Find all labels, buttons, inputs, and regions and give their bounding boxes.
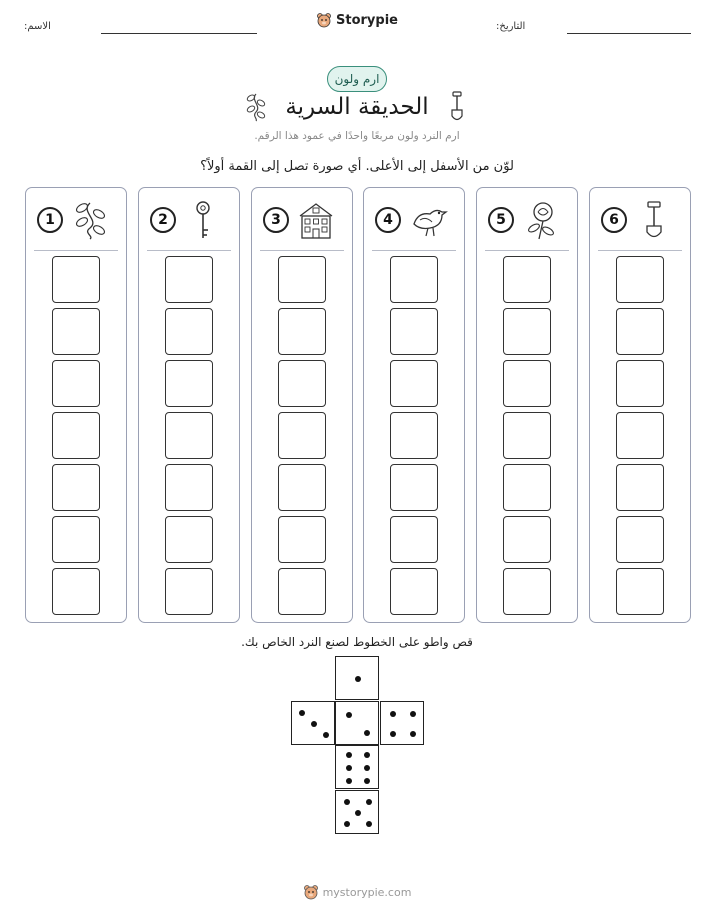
footer-url: mystorypie.com: [322, 885, 412, 899]
color-box[interactable]: [52, 412, 100, 459]
activity-badge: ارم ولون: [327, 66, 387, 92]
die-pip: [299, 710, 305, 716]
die-pip: [344, 799, 350, 805]
die-pip: [364, 752, 370, 758]
color-box[interactable]: [52, 516, 100, 563]
color-box[interactable]: [616, 516, 664, 563]
shovel-icon: [450, 91, 464, 123]
die-face-2: [335, 701, 379, 745]
color-box[interactable]: [503, 256, 551, 303]
die-pip: [346, 712, 352, 718]
date-line: [567, 33, 691, 34]
column-5: [476, 187, 578, 623]
color-box[interactable]: [390, 464, 438, 511]
color-box[interactable]: [165, 256, 213, 303]
color-box[interactable]: [390, 360, 438, 407]
die-pip: [323, 732, 329, 738]
color-box[interactable]: [616, 464, 664, 511]
key-icon: [183, 200, 223, 240]
shovel-icon: [634, 200, 674, 240]
color-box[interactable]: [616, 360, 664, 407]
color-box[interactable]: [616, 308, 664, 355]
color-box[interactable]: [616, 568, 664, 615]
column-divider: [34, 250, 118, 251]
color-box[interactable]: [52, 256, 100, 303]
color-box[interactable]: [52, 568, 100, 615]
die-pip: [366, 799, 372, 805]
color-box[interactable]: [390, 308, 438, 355]
column-divider: [372, 250, 456, 251]
footer: [0, 884, 714, 900]
color-box[interactable]: [503, 568, 551, 615]
color-box[interactable]: [278, 516, 326, 563]
column-divider: [260, 250, 344, 251]
rose-icon: [521, 200, 561, 240]
color-box[interactable]: [278, 360, 326, 407]
column-1: [25, 187, 127, 623]
color-box[interactable]: [52, 308, 100, 355]
cut-instruction: قص واطو على الخطوط لصنع النرد الخاص بك.: [241, 635, 473, 649]
die-pip: [311, 721, 317, 727]
color-box[interactable]: [165, 516, 213, 563]
column-3: [251, 187, 353, 623]
column-4: [363, 187, 465, 623]
color-box[interactable]: [165, 308, 213, 355]
die-pip: [390, 731, 396, 737]
color-box[interactable]: [390, 412, 438, 459]
color-box[interactable]: [390, 256, 438, 303]
die-pip: [364, 778, 370, 784]
die-pip: [346, 752, 352, 758]
brand-logo: [0, 12, 714, 28]
column-divider: [147, 250, 231, 251]
vine-icon: [70, 200, 110, 240]
subtitle: ارم النرد ولون مربعًا واحدًا في عمود هذا الرقم.: [254, 130, 460, 142]
color-box[interactable]: [503, 308, 551, 355]
color-box[interactable]: [390, 568, 438, 615]
column-number: 2: [150, 207, 176, 233]
color-box[interactable]: [616, 412, 664, 459]
color-box[interactable]: [278, 412, 326, 459]
die-pip: [344, 821, 350, 827]
color-box[interactable]: [165, 360, 213, 407]
column-number: 4: [375, 207, 401, 233]
bear-icon: [316, 12, 332, 28]
color-box[interactable]: [503, 516, 551, 563]
color-box[interactable]: [503, 412, 551, 459]
die-pip: [346, 765, 352, 771]
column-divider: [598, 250, 682, 251]
die-pip: [364, 765, 370, 771]
die-pip: [346, 778, 352, 784]
die-pip: [390, 711, 396, 717]
die-pip: [366, 821, 372, 827]
die-pip: [364, 730, 370, 736]
color-box[interactable]: [503, 360, 551, 407]
column-6: [589, 187, 691, 623]
color-box[interactable]: [278, 308, 326, 355]
color-box[interactable]: [503, 464, 551, 511]
die-face-3: [291, 701, 335, 745]
column-number: 3: [263, 207, 289, 233]
column-number: 5: [488, 207, 514, 233]
color-box[interactable]: [52, 464, 100, 511]
color-box[interactable]: [165, 464, 213, 511]
date-label: التاريخ:: [496, 21, 526, 32]
die-pip: [355, 810, 361, 816]
die-pip: [410, 731, 416, 737]
question: لوّن من الأسفل إلى الأعلى. أي صورة تصل إلى القمة أولاً؟: [200, 159, 514, 174]
die-face-4: [380, 701, 424, 745]
color-box[interactable]: [278, 464, 326, 511]
column-2: [138, 187, 240, 623]
brand-name: Storypie: [336, 12, 398, 28]
name-label: الاسم:: [24, 21, 51, 32]
color-box[interactable]: [52, 360, 100, 407]
die-pip: [410, 711, 416, 717]
house-icon: [296, 200, 336, 240]
column-divider: [485, 250, 569, 251]
color-box[interactable]: [278, 256, 326, 303]
page-title: الحديقة السرية: [285, 94, 429, 120]
bird-icon: [408, 200, 448, 240]
die-face-1: [335, 656, 379, 700]
die-face-6: [335, 745, 379, 789]
die-pip: [355, 676, 361, 682]
die-face-5: [335, 790, 379, 834]
color-box[interactable]: [165, 568, 213, 615]
color-box[interactable]: [616, 256, 664, 303]
bear-icon: [303, 884, 319, 900]
column-number: 1: [37, 207, 63, 233]
color-box[interactable]: [278, 568, 326, 615]
color-box[interactable]: [390, 516, 438, 563]
color-box[interactable]: [165, 412, 213, 459]
name-line: [101, 33, 257, 34]
column-number: 6: [601, 207, 627, 233]
